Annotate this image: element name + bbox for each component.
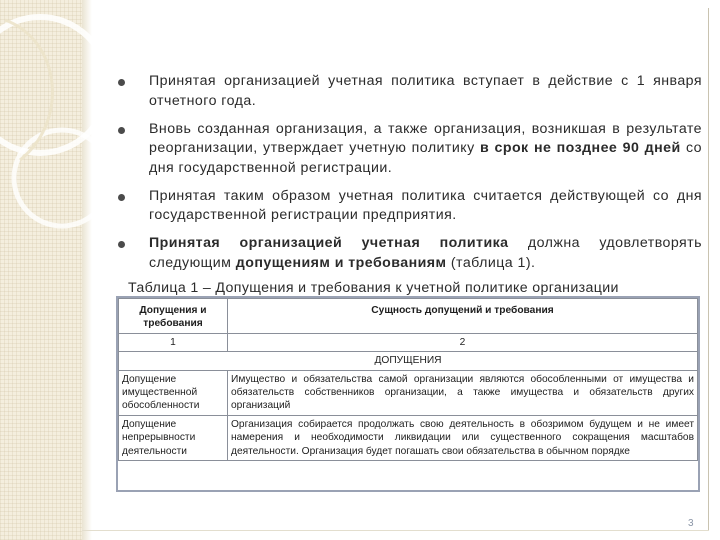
bullet-item-4: [112, 234, 702, 273]
bullet-1-text: Принятая организацией учетная политика вступает в действие с 1 января отчетного года.: [149, 73, 702, 109]
bullet-4-text-a: должна удовлетворять следующим: [149, 235, 702, 271]
bullet-2-deadline: в срок не позднее 90 дней: [479, 140, 681, 156]
row-1-description: Имущество и обязательства самой организации являются обособленными от имущества и обязательств собственников организации, а также имущества и обязательств других организаций: [228, 370, 698, 415]
header-assumptions: Допущения и требования: [119, 299, 228, 334]
bullet-icon: [118, 194, 125, 201]
bullet-4-bold-a: Принятая организацией учетная политика: [149, 235, 509, 251]
column-number-1: 1: [119, 333, 228, 351]
slide-content: [112, 72, 702, 298]
bullet-3-text: Принятая таким образом учетная политика считается действующей со дня государственной регистрации предприятия.: [149, 187, 702, 223]
bullet-icon: [118, 79, 125, 86]
bullet-4-text-b: (таблица 1).: [446, 254, 536, 271]
bullet-list: [112, 72, 702, 273]
table-header-row: [119, 299, 698, 334]
frame-bottom-line: [82, 530, 709, 531]
bullet-item-3: [112, 187, 702, 226]
requirements-table-frame: [116, 296, 700, 492]
table-caption: Таблица 1 – Допущения и требования к учетной политике организации: [128, 279, 619, 296]
bullet-item-2: [112, 120, 702, 179]
header-essence: Сущность допущений и требования: [228, 299, 698, 334]
bullet-2-text-b: со дня государственной регистрации.: [149, 140, 703, 176]
row-2-name: Допущение непрерывности деятельности: [119, 415, 228, 460]
bullet-icon: [118, 241, 125, 248]
bullet-4-bold-b: допущениям и требованиям: [235, 254, 447, 271]
page-number: 3: [688, 518, 694, 529]
bullet-icon: [118, 127, 125, 134]
row-1-name: Допущение имущественной обособленности: [119, 370, 228, 415]
table-section-row: [119, 352, 698, 370]
bullet-2-text-a: Вновь созданная организация, а также организация, возникшая в результате реорганизации, утверждает учетную политику: [149, 120, 702, 156]
row-2-description: Организация собирается продолжать свою деятельность в обозримом будущем и не имеет намерения и необходимости ликвидации или существенного сокращения масштабов деятельности. Организация будет погашать свои обязательства в обычном порядке: [228, 415, 698, 460]
deco-arc: [5, 20, 52, 160]
deco-circle-small: [14, 130, 110, 226]
column-number-2: 2: [228, 333, 698, 351]
section-title: ДОПУЩЕНИЯ: [119, 352, 698, 370]
frame-right-line: [708, 8, 709, 530]
table-row: [119, 415, 698, 460]
bullet-item-1: [112, 72, 702, 111]
table-number-row: [119, 333, 698, 351]
requirements-table: [118, 298, 698, 461]
decorative-circles: [0, 0, 130, 250]
table-row: [119, 370, 698, 415]
